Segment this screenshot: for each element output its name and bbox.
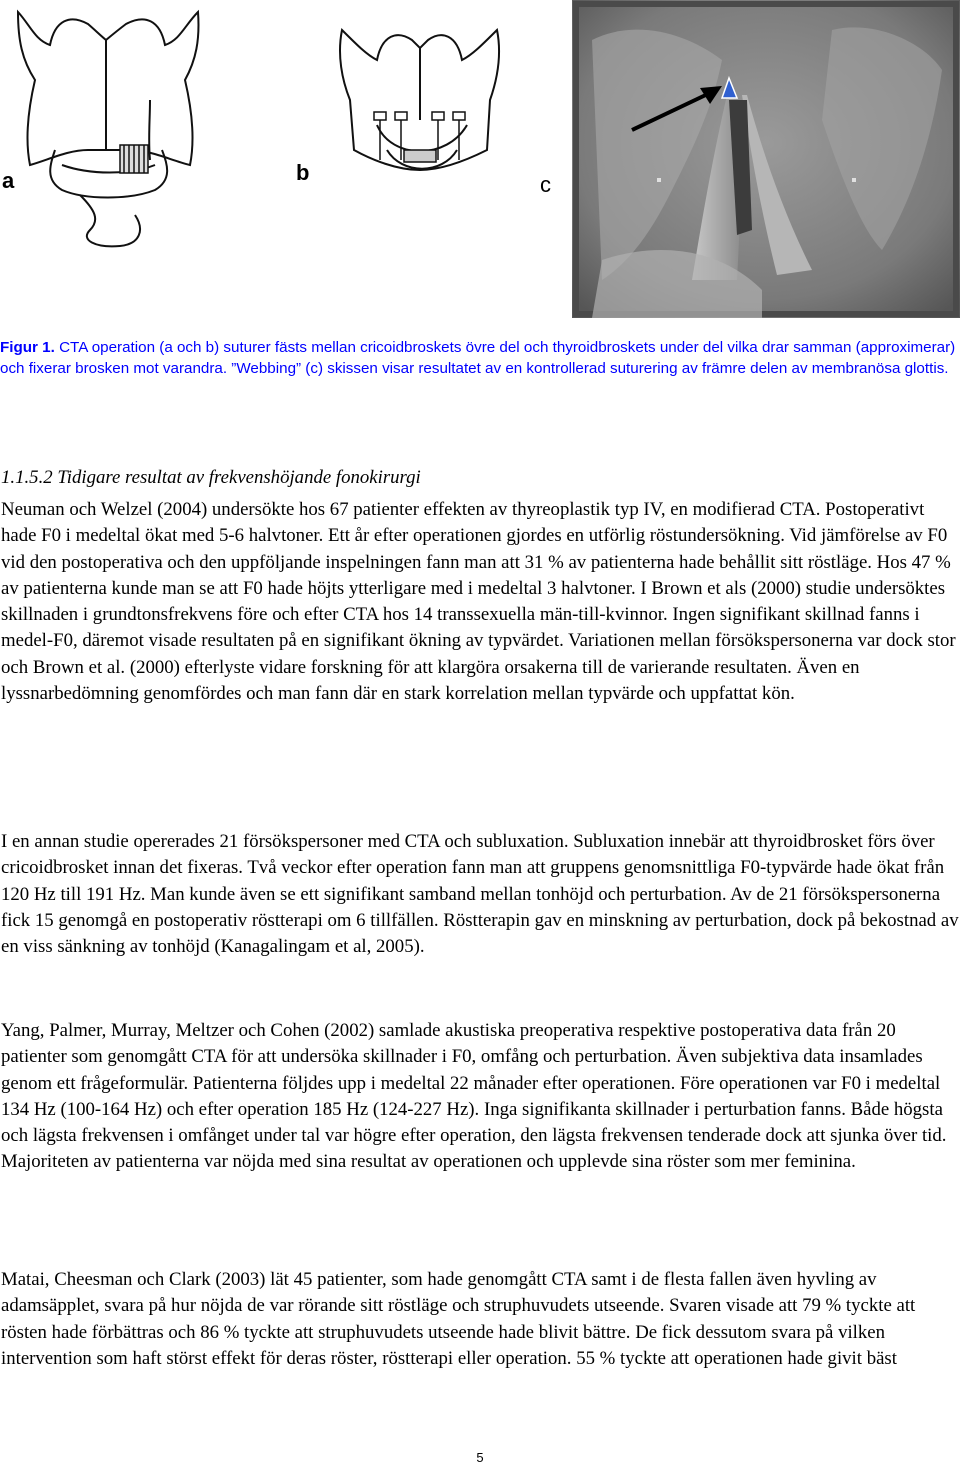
panel-c-letter: c xyxy=(540,172,551,197)
endoscopy-image xyxy=(572,0,960,318)
section-heading: 1.1.5.2 Tidigare resultat av frekvenshöjande fonokirurgi xyxy=(1,467,421,488)
figure-panel-b xyxy=(292,0,547,210)
panel-a-letter: a xyxy=(2,168,15,193)
figure-panel-a xyxy=(0,0,215,250)
figure-caption xyxy=(0,338,958,379)
page-number: 5 xyxy=(476,1450,484,1465)
larynx-drawing-a xyxy=(0,0,215,250)
figure-caption-text: CTA operation (a och b) suturer fästs mellan cricoidbroskets övre del och thyroidbroskets under del vilka drar samman (approximerar) och fixerar brosken mot varandra. ”Webbing” (c) skissen visar resultatet av en kontrollerad suturering av främre delen av membranösa glottis. xyxy=(0,339,956,377)
paragraph-4: Matai, Cheesman och Clark (2003) lät 45 patienter, som hade genomgått CTA samt i de flesta fallen även hyvling av adamsäpplet, svara på hur nöjda de var rörande sitt röstläge och struphuvudets utseende. Svaren visade att 79 % tyckte att rösten hade förbättras och 86 % tyckte att struphuvudets utseende hade blivit bättre. De fick dessutom svara på vilken intervention som haft störst effekt för deras röster, röstterapi eller operation. 55 % tyckte att operationen hade givit bäst xyxy=(1,1269,916,1369)
paragraph-3: Yang, Palmer, Murray, Meltzer och Cohen (2002) samlade akustiska preoperativa respektive postoperativa data från 20 patienter som genomgått CTA för att undersöka skillnader i F0, omfång och perturbation. Även subjektiva data insamlades genom ett frågeformulär. Patienterna följdes upp i medeltal 22 månader efter operationen. Före operationen var F0 i medeltal 134 Hz (100-164 Hz) och efter operation 185 Hz (124-227 Hz). Inga signifikanta skillnader i perturbation fanns. Både högsta och lägsta frekvensen i omfånget under tal var högre efter operation, den lägsta frekvensen tenderade dock att sjunka över tid. Majoriteten av patienterna var nöjda med sina resultat av operationen och upplevde sina röster som mer feminina. xyxy=(1,1020,947,1173)
paragraph-1: Neuman och Welzel (2004) undersökte hos 67 patienter effekten av thyreoplastik typ IV, en modifierad CTA. Postoperativt hade F0 i medeltal ökat med 5-6 halvtoner. Ett år efter operationen gjordes en utförlig röstundersökning. Vid jämförelse av F0 vid den postoperativa och den uppföljande inspelningen fann man att 31 % av patienterna hade behållit sitt röstläge. Hos 47 % av patienterna kunde man se att F0 hade höjts ytterligare med i medeltal 3 halvtoner. I Brown et als (2000) studie undersöktes skillnaden i grundtonsfrekvens före och efter CTA hos 14 transsexuella män-till-kvinnor. Ingen signifikant skillnad fanns i medel-F0, däremot visade resultaten på en signifikant ökning av typvärdet. Variationen mellan försökspersonerna var dock stor och Brown et al. (2000) efterlyste vidare forskning för att klargöra orsakerna till de varierande resultaten. Även en lyssnarbedömning genomfördes och man fann där en stark korrelation mellan typvärde och uppfattat kön. xyxy=(1,499,956,705)
figure-panel-c xyxy=(540,0,960,318)
figure-caption-label: Figur 1. xyxy=(0,339,55,356)
figure-1 xyxy=(0,0,960,320)
larynx-drawing-b xyxy=(292,0,547,210)
panel-b-letter: b xyxy=(296,160,310,185)
paragraph-2: I en annan studie opererades 21 försökspersoner med CTA och subluxation. Subluxation innebär att thyroidbrosket förs över cricoidbrosket innan det fixeras. Två veckor efter operation fann man att gruppens genomsnittliga F0-typvärde hade ökat från 120 Hz till 191 Hz. Man kunde även se ett signifikant samband mellan tonhöjd och perturbation. Av de 21 försökspersonerna fick 15 genomgå en postoperativ röstterapi om 6 tillfällen. Röstterapin gav en minskning av perturbation, dock på bekostnad av en viss sänkning av tonhöjd (Kanagalingam et al, 2005). xyxy=(1,831,959,958)
